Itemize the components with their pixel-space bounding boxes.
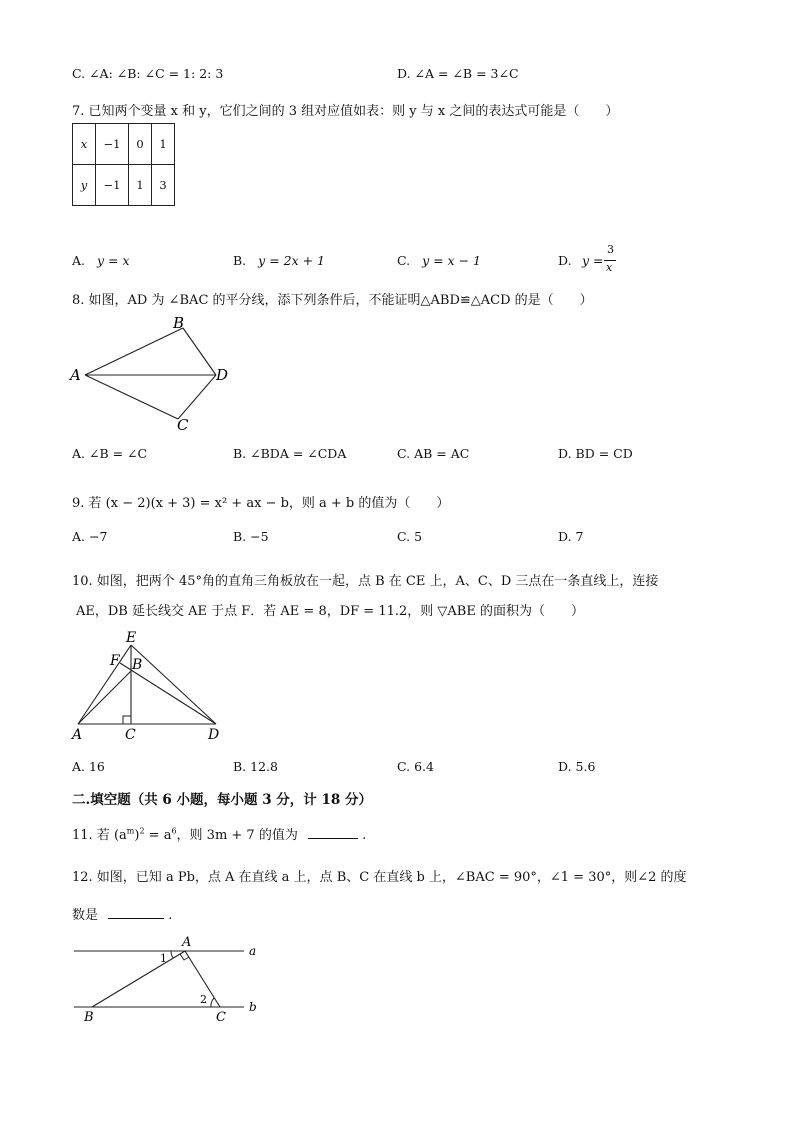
- right-angle-mark: [123, 716, 131, 724]
- option-expression: y = x: [97, 253, 130, 268]
- q7-option-b: [233, 253, 325, 268]
- q8-option-d: D. BD = CD: [558, 446, 633, 461]
- point-label-b: B: [84, 1010, 94, 1024]
- option-label: B.: [233, 253, 247, 268]
- table-cell: 1: [129, 165, 152, 206]
- q11-text-eq: = a: [144, 828, 172, 843]
- line-label-a: a: [249, 944, 257, 958]
- table-cell: −1: [96, 165, 129, 206]
- q8-stem: 8. 如图，AD 为 ∠BAC 的平分线，添下列条件后，不能证明△ABD≌△ACD 的是（ ）: [72, 293, 593, 308]
- fraction-denominator: x: [606, 261, 613, 274]
- q9-option-b: B. −5: [233, 529, 269, 544]
- segment-bd: [183, 328, 216, 375]
- point-label-e: E: [126, 630, 137, 646]
- q6-option-d: D. ∠A = ∠B = 3∠C: [397, 66, 519, 81]
- segment-ae: [78, 645, 131, 724]
- table-cell: y: [73, 165, 96, 206]
- q10-option-c: C. 6.4: [397, 759, 434, 774]
- q11-exponent-2: 2: [139, 826, 145, 836]
- option-expression: y = x − 1: [422, 253, 481, 268]
- segment-ab: [85, 328, 183, 375]
- line-label-b: b: [249, 1000, 257, 1014]
- segment-cd: [178, 375, 216, 419]
- q10-stem-line2: AE，DB 延长线交 AE 于点 F．若 AE = 8，DF = 11.2，则 ▽ABE 的面积为（ ）: [76, 604, 584, 619]
- segment-ab: [92, 951, 185, 1007]
- q11-end: .: [362, 828, 367, 843]
- section-title: 二.填空题（共 6 小题，每小题 3 分，计 18 分）: [72, 792, 372, 808]
- table-cell: −1: [96, 124, 129, 165]
- q7-option-c: [397, 253, 481, 268]
- q9-option-d: D. 7: [558, 529, 584, 544]
- table-cell: 1: [152, 124, 175, 165]
- q6-option-c: C. ∠A: ∠B: ∠C = 1: 2: 3: [72, 66, 224, 81]
- q8-figure: [68, 312, 238, 434]
- answer-blank[interactable]: [308, 826, 358, 839]
- q10-option-b: B. 12.8: [233, 759, 278, 774]
- point-label-c: C: [125, 727, 136, 743]
- segment-ed: [131, 645, 216, 724]
- q10-figure: [68, 628, 234, 744]
- option-label: A.: [72, 253, 86, 268]
- segment-ac: [85, 375, 178, 419]
- q7-stem: 7. 已知两个变量 x 和 y，它们之间的 3 组对应值如表：则 y 与 x 之间的表达式可能是（ ）: [72, 104, 619, 119]
- q12-text: 数是: [72, 908, 99, 923]
- q12-stem-line2: [72, 904, 172, 923]
- table-cell: x: [73, 124, 96, 165]
- angle-1-arc: [171, 951, 173, 958]
- point-label-a: A: [70, 366, 81, 384]
- q9-option-c: C. 5: [397, 529, 423, 544]
- q10-stem-line1: 10. 如图，把两个 45°角的直角三角板放在一起，点 B 在 CE 上，A、C、D 三点在一条直线上，连接: [72, 574, 659, 589]
- option-label: D.: [558, 253, 572, 268]
- q12-end: .: [168, 908, 173, 923]
- table-cell: 0: [129, 124, 152, 165]
- q10-option-d: D. 5.6: [558, 759, 596, 774]
- q11-exponent-6: 6: [171, 826, 177, 836]
- q12-figure: [68, 932, 268, 1024]
- q7-option-a: [72, 253, 130, 268]
- option-label: C.: [397, 253, 411, 268]
- point-label-d: D: [216, 366, 229, 384]
- q7-value-table: [72, 123, 175, 206]
- q12-stem-line1: 12. 如图，已知 a Pb，点 A 在直线 a 上，点 B、C 在直线 b 上，∠BAC = 90°，∠1 = 30°，则∠2 的度: [72, 870, 687, 885]
- point-label-a: A: [182, 935, 192, 950]
- point-label-c: C: [177, 416, 189, 434]
- answer-blank[interactable]: [108, 906, 164, 919]
- angle-label-1: 1: [160, 952, 167, 965]
- q11-stem: [72, 824, 366, 843]
- point-label-a: A: [72, 727, 83, 743]
- point-label-d: D: [208, 727, 220, 743]
- point-label-b: B: [132, 657, 143, 673]
- q9-stem: 9. 若 (x − 2)(x + 3) = x² + ax − b，则 a + b 的值为（ ）: [72, 496, 450, 511]
- table-row: [73, 124, 175, 165]
- point-label-b: B: [173, 314, 185, 332]
- table-row: [73, 165, 175, 206]
- angle-label-2: 2: [200, 993, 207, 1006]
- angle-2-arc: [211, 998, 214, 1007]
- option-expression: y =: [582, 253, 604, 268]
- q11-text-mid: ): [134, 828, 140, 843]
- q8-option-a: A. ∠B = ∠C: [72, 446, 148, 461]
- fraction-numerator: 3: [607, 243, 614, 256]
- q8-option-b: B. ∠BDA = ∠CDA: [233, 446, 347, 461]
- q11-exponent-m: m: [126, 826, 135, 836]
- q11-text-post: ，则 3m + 7 的值为: [176, 828, 298, 843]
- option-expression: y = 2x + 1: [258, 253, 326, 268]
- point-label-f: F: [110, 653, 120, 669]
- table-cell: 3: [152, 165, 175, 206]
- q10-option-a: A. 16: [72, 759, 105, 774]
- q11-text-pre: 11. 若 (a: [72, 828, 127, 843]
- point-label-c: C: [216, 1010, 226, 1024]
- q8-option-c: C. AB = AC: [397, 446, 470, 461]
- q9-option-a: A. −7: [72, 529, 108, 544]
